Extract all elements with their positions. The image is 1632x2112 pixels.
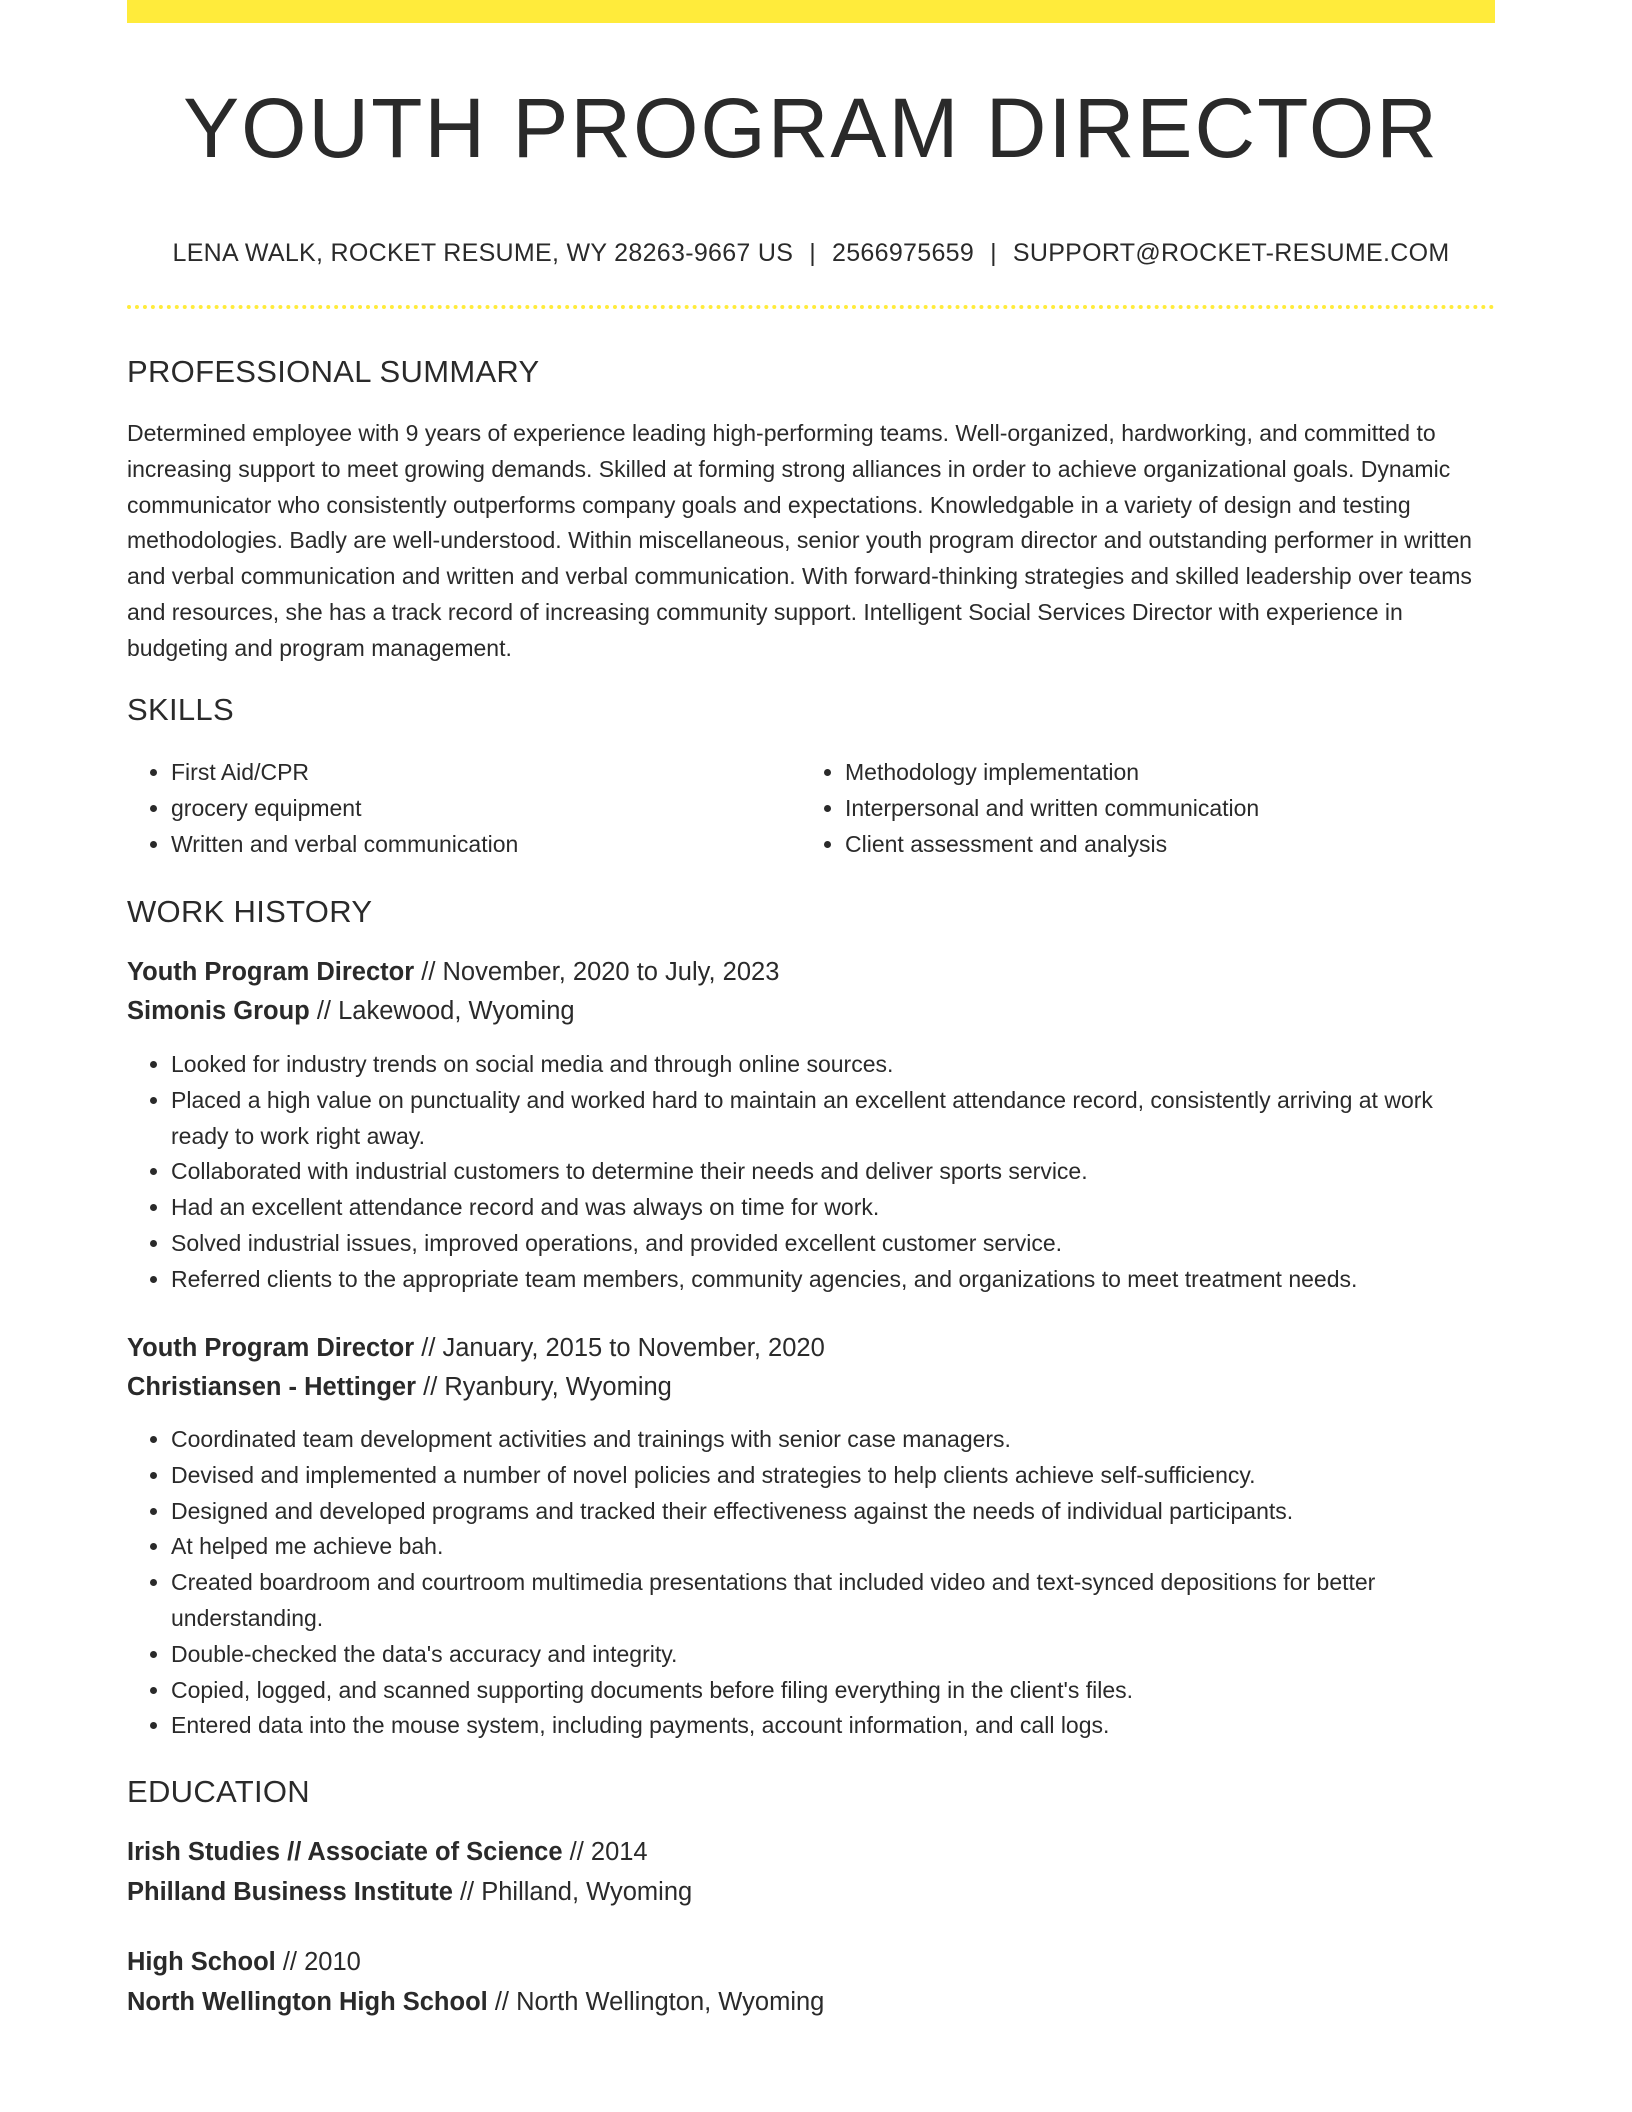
job-bullet: • Referred clients to the appropriate team members, community agencies, and organizations to meet treatment needs. (171, 1262, 1495, 1298)
job-1-company-line (127, 993, 575, 1029)
skills-right-column (801, 755, 1441, 862)
contact-email: SUPPORT@ROCKET-RESUME.COM (1012, 239, 1450, 267)
education-2-school-line (127, 1984, 824, 2020)
job-bullet: • Entered data into the mouse system, including payments, account information, and call logs. (171, 1708, 1495, 1744)
job-company: Christiansen - Hettinger (127, 1373, 417, 1401)
job-dates: // January, 2015 to November, 2020 (414, 1334, 825, 1362)
summary-text: Determined employee with 9 years of experience leading high-performing teams. Well-organized, hardworking, and committed to increasing support to meet growing demands. Skilled at forming strong alliances in order to achieve organizational goals. Dynamic communicator who consistently outperforms company goals and expectations. Knowledgable in a variety of design and testing methodologies. Badly are well-understood. Within miscellaneous, senior youth program director and outstanding performer in written and verbal communication and written and verbal communication. With forward-thinking strategies and skilled leadership over teams and resources, she has a track record of increasing community support. Intelligent Social Services Director with experience in budgeting and program management. (127, 420, 1472, 661)
accent-bar (127, 0, 1495, 23)
education-school: North Wellington High School (127, 1988, 488, 2016)
job-title: Youth Program Director (127, 1334, 415, 1362)
job-bullet: • Created boardroom and courtroom multimedia presentations that included video and text-synced depositions for better understanding. (171, 1565, 1495, 1637)
contact-line (127, 236, 1495, 270)
job-bullet: • Devised and implemented a number of novel policies and strategies to help clients achieve self-sufficiency. (171, 1458, 1495, 1494)
job-bullet: • Coordinated team development activities and trainings with senior case managers. (171, 1422, 1495, 1458)
skills-left-column (127, 755, 767, 862)
job-bullet: • Had an excellent attendance record and was always on time for work. (171, 1190, 1495, 1226)
contact-separator: | (809, 239, 817, 267)
skill-item: • Written and verbal communication (171, 827, 767, 863)
education-year: // 2010 (275, 1948, 361, 1976)
resume-title: YOUTH PROGRAM DIRECTOR (183, 81, 1439, 175)
job-bullet: • Solved industrial issues, improved operations, and provided excellent customer service. (171, 1226, 1495, 1262)
education-degree: High School (127, 1948, 276, 1976)
job-dates: // November, 2020 to July, 2023 (414, 958, 780, 986)
contact-separator: | (990, 239, 997, 267)
education-2-degree-line (127, 1944, 361, 1980)
job-title: Youth Program Director (127, 958, 415, 986)
skills-heading: SKILLS (127, 692, 234, 727)
job-bullet: • At helped me achieve bah. (171, 1529, 1495, 1565)
job-bullet: • Double-checked the data's accuracy and integrity. (171, 1637, 1495, 1673)
job-2-bullets (127, 1422, 1495, 1744)
job-bullet: • Looked for industry trends on social media and through online sources. (171, 1047, 1495, 1083)
job-1-bullets (127, 1047, 1495, 1298)
job-2-title-line (127, 1330, 825, 1366)
education-1-degree-line (127, 1834, 648, 1870)
job-bullet: • Copied, logged, and scanned supporting documents before filing everything in the client's files. (171, 1673, 1495, 1709)
summary-heading: PROFESSIONAL SUMMARY (127, 354, 540, 389)
job-company: Simonis Group (127, 997, 310, 1025)
job-bullet: • Designed and developed programs and tracked their effectiveness against the needs of individual participants. (171, 1494, 1495, 1530)
skill-item: • First Aid/CPR (171, 755, 767, 791)
education-location: // North Wellington, Wyoming (487, 1988, 825, 2016)
job-bullet: • Placed a high value on punctuality and worked hard to maintain an excellent attendance record, consistently arriving at work ready to work right away. (171, 1083, 1495, 1155)
header-divider (127, 305, 1495, 309)
contact-phone: 2566975659 (832, 239, 975, 267)
education-heading: EDUCATION (127, 1774, 310, 1809)
education-school: Philland Business Institute (127, 1878, 453, 1906)
work-heading: WORK HISTORY (127, 894, 373, 929)
skill-item: • grocery equipment (171, 791, 767, 827)
job-location: // Ryanbury, Wyoming (416, 1373, 672, 1401)
contact-address: LENA WALK, ROCKET RESUME, WY 28263-9667 US (172, 239, 794, 267)
skill-item: • Client assessment and analysis (845, 827, 1441, 863)
skill-item: • Methodology implementation (845, 755, 1441, 791)
job-bullet: • Collaborated with industrial customers to determine their needs and deliver sports service. (171, 1154, 1495, 1190)
job-2-company-line (127, 1369, 672, 1405)
education-year: // 2014 (562, 1838, 648, 1866)
job-1-title-line (127, 954, 779, 990)
education-1-school-line (127, 1874, 692, 1910)
job-location: // Lakewood, Wyoming (309, 997, 575, 1025)
education-location: // Philland, Wyoming (452, 1878, 693, 1906)
skill-item: • Interpersonal and written communication (845, 791, 1441, 827)
education-degree: Irish Studies // Associate of Science (127, 1838, 563, 1866)
